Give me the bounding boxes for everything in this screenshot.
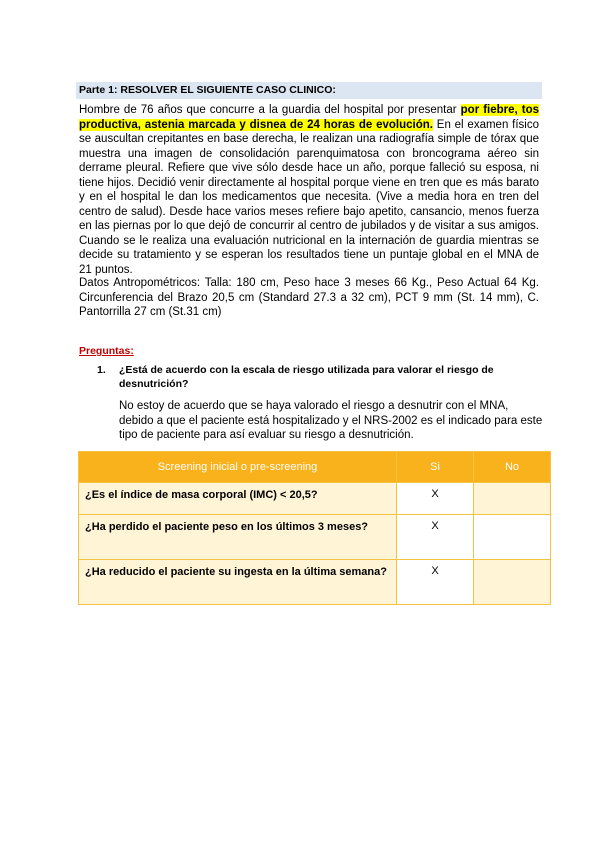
- row-question: ¿Ha reducido el paciente su ingesta en la última semana?: [79, 560, 397, 605]
- row-si: X: [397, 483, 474, 515]
- row-question: ¿Ha perdido el paciente peso en los últimos 3 meses?: [79, 515, 397, 560]
- anthropometric-data: Datos Antropométricos: Talla: 180 cm, Peso hace 3 meses 66 Kg., Peso Actual 64 Kg. Circunferencia del Brazo 20,5 cm (Standard 27.3 a 32 cm), PCT 9 mm (St. 14 mm), C. Pantorrilla 27 cm (St.31 cm): [79, 277, 539, 318]
- part1-heading: Parte 1: RESOLVER EL SIGUIENTE CASO CLINICO:: [76, 82, 542, 99]
- row-question: ¿Es el índice de masa corporal (IMC) < 20,5?: [79, 483, 397, 515]
- question-1-text: ¿Está de acuerdo con la escala de riesgo utilizada para valorar el riesgo de desnutrición?: [119, 364, 494, 390]
- case-rest: En el examen físico se auscultan crepitantes en base derecha, le realizan una radiografía simple de tórax que muestra una imagen de consolidación parenquimatosa con broncograma aéreo sin derrame pleural. Refiere que vive sólo desde hace un año, porque falleció su esposa, ni tiene hijos. Decidió venir directamente al hospital porque viene en tren que es más barato y en el hospital le dan los medicamentos que necesita. (Vive a media hora en tren del centro de salud). Desde hace varios meses refiere bajo apetito, cansancio, menos fuerza en las piernas por lo que dejó de concurrir al centro de jubilados y de visitar a sus amigos. Cuando se le realiza una evaluación nutricional en la internación de guardia mientras se decide su tratamiento y se esperan los resultados tiene un puntaje global en el MNA de 21 puntos.: [79, 118, 539, 276]
- case-description: [79, 103, 539, 277]
- table-row: [79, 483, 551, 515]
- table-header-row: [79, 452, 551, 483]
- row-no: [474, 515, 551, 560]
- row-no: [474, 483, 551, 515]
- table-row: [79, 560, 551, 605]
- table-row: [79, 515, 551, 560]
- row-si: X: [397, 515, 474, 560]
- screening-table: [78, 451, 551, 605]
- case-intro: Hombre de 76 años que concurre a la guardia del hospital por presentar: [79, 104, 461, 116]
- question-1-number: 1.: [97, 364, 106, 376]
- row-no: [474, 560, 551, 605]
- row-si: X: [397, 560, 474, 605]
- header-no: No: [474, 452, 551, 483]
- question-1-answer: No estoy de acuerdo que se haya valorado el riesgo a desnutrir con el MNA, debido a que el paciente está hospitalizado y el NRS-2002 es el indicado para este tipo de paciente para así evaluar su riesgo a desnutrición.: [119, 400, 543, 441]
- case-highlight: por fiebre, tos productiva, astenia marcada y disnea de 24 horas de evolución.: [79, 104, 539, 131]
- questions-heading: Preguntas:: [79, 345, 134, 357]
- header-si: Si: [397, 452, 474, 483]
- header-screening: Screening inicial o pre-screening: [79, 452, 397, 483]
